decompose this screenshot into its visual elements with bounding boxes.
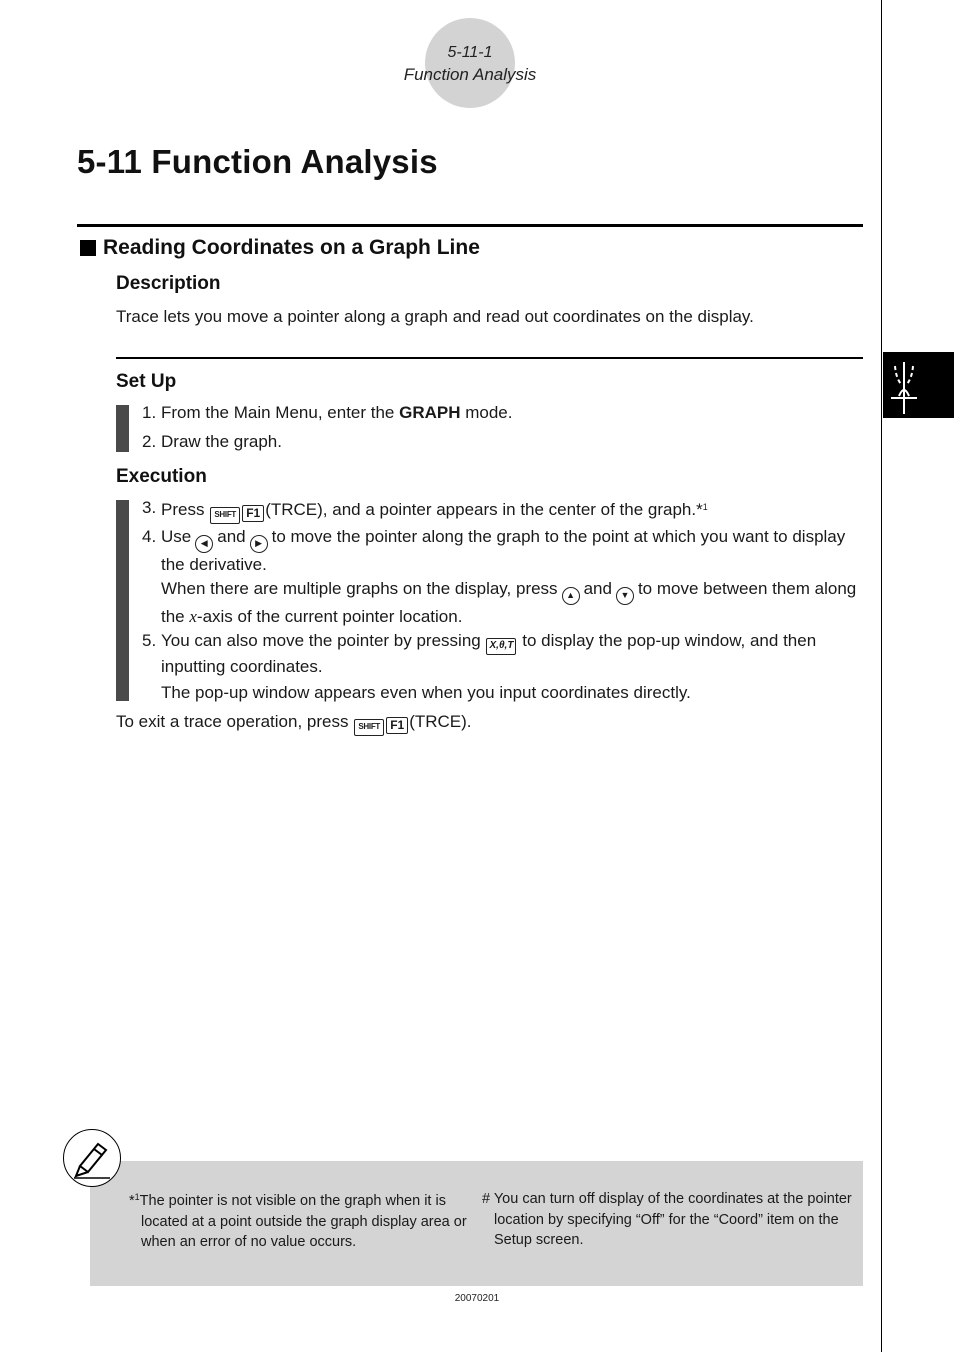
pencil-note-icon bbox=[63, 1129, 121, 1187]
step-number: 4. bbox=[142, 527, 157, 546]
step-number: 3. bbox=[142, 498, 157, 517]
step-text: Press SHIFT F1 (TRCE), and a pointer appears in the center of the graph.*$^1$ bbox=[161, 496, 861, 524]
header-circle bbox=[425, 18, 515, 108]
step-text: Use ◀ and ▶ to move the pointer along the graph to the point at which you want to display the derivative. bbox=[161, 527, 846, 574]
section-rule bbox=[116, 357, 863, 359]
shift-key-icon: SHIFT bbox=[210, 507, 240, 524]
execution-heading: Execution bbox=[116, 466, 207, 487]
chapter-tab bbox=[883, 352, 954, 418]
page-number: 5-11-1 bbox=[447, 44, 493, 61]
exit-instruction: To exit a trace operation, press SHIFT F1 (TRCE). bbox=[116, 710, 856, 736]
right-arrow-key-icon: ▶ bbox=[250, 535, 268, 553]
step-text: Draw the graph. bbox=[161, 432, 282, 451]
note-coord-setting: # You can turn off display of the coordinates at the pointer location by specifying “Off” for the “Coord” item on the Setup screen. bbox=[482, 1191, 852, 1248]
x-variable: x bbox=[189, 606, 197, 626]
page-header-title: Function Analysis bbox=[403, 65, 537, 84]
description-heading: Description bbox=[116, 273, 221, 294]
description-text: Trace lets you move a pointer along a graph and read out coordinates on the display. bbox=[116, 307, 754, 326]
setup-step-1 bbox=[142, 401, 862, 424]
f1-key-icon: F1 bbox=[386, 717, 408, 734]
graph-mode-name: GRAPH bbox=[399, 403, 461, 422]
execution-step-5 bbox=[142, 629, 862, 675]
execution-step-3 bbox=[142, 496, 862, 519]
footnote-marker: 1 bbox=[702, 502, 708, 512]
chapter-title: 5-11 Function Analysis bbox=[77, 143, 438, 180]
execution-bar bbox=[116, 500, 129, 701]
up-arrow-key-icon: ▲ bbox=[562, 587, 580, 605]
step-text: From the Main Menu, enter the GRAPH mode. bbox=[161, 403, 513, 422]
setup-heading: Set Up bbox=[116, 371, 177, 392]
footnote-1: *$^1$The pointer is not visible on the graph when it is located at a point outside the graph display area or when an error of no value occurs. bbox=[129, 1192, 467, 1250]
down-arrow-key-icon: ▼ bbox=[616, 587, 634, 605]
section-heading bbox=[80, 236, 480, 260]
setup-step-2 bbox=[142, 430, 862, 453]
left-arrow-key-icon: ◀ bbox=[195, 535, 213, 553]
right-margin-rule bbox=[881, 0, 882, 1352]
setup-bar bbox=[116, 405, 129, 452]
graph-mode-icon bbox=[889, 358, 919, 414]
execution-step-4-note: When there are multiple graphs on the display, press ▲ and ▼ to move between them along the x-axis of the current pointer location. bbox=[161, 579, 857, 626]
footer-code: 20070201 bbox=[454, 1293, 500, 1304]
title-rule bbox=[77, 224, 863, 227]
step-text: You can also move the pointer by pressing X,θ,T to display the pop-up window, and then inputting coordinates. bbox=[161, 631, 817, 676]
step-number: 5. bbox=[142, 631, 157, 650]
shift-key-icon: SHIFT bbox=[354, 719, 384, 736]
square-bullet-icon bbox=[80, 240, 96, 256]
execution-step-4 bbox=[142, 525, 862, 574]
section-title: Reading Coordinates on a Graph Line bbox=[103, 236, 480, 259]
step-number: 1. bbox=[142, 403, 157, 422]
step-number: 2. bbox=[142, 432, 157, 451]
execution-step-5-note: The pop-up window appears even when you input coordinates directly. bbox=[161, 683, 691, 702]
x-theta-t-key-icon: X,θ,T bbox=[486, 638, 516, 655]
f1-key-icon: F1 bbox=[242, 505, 264, 522]
